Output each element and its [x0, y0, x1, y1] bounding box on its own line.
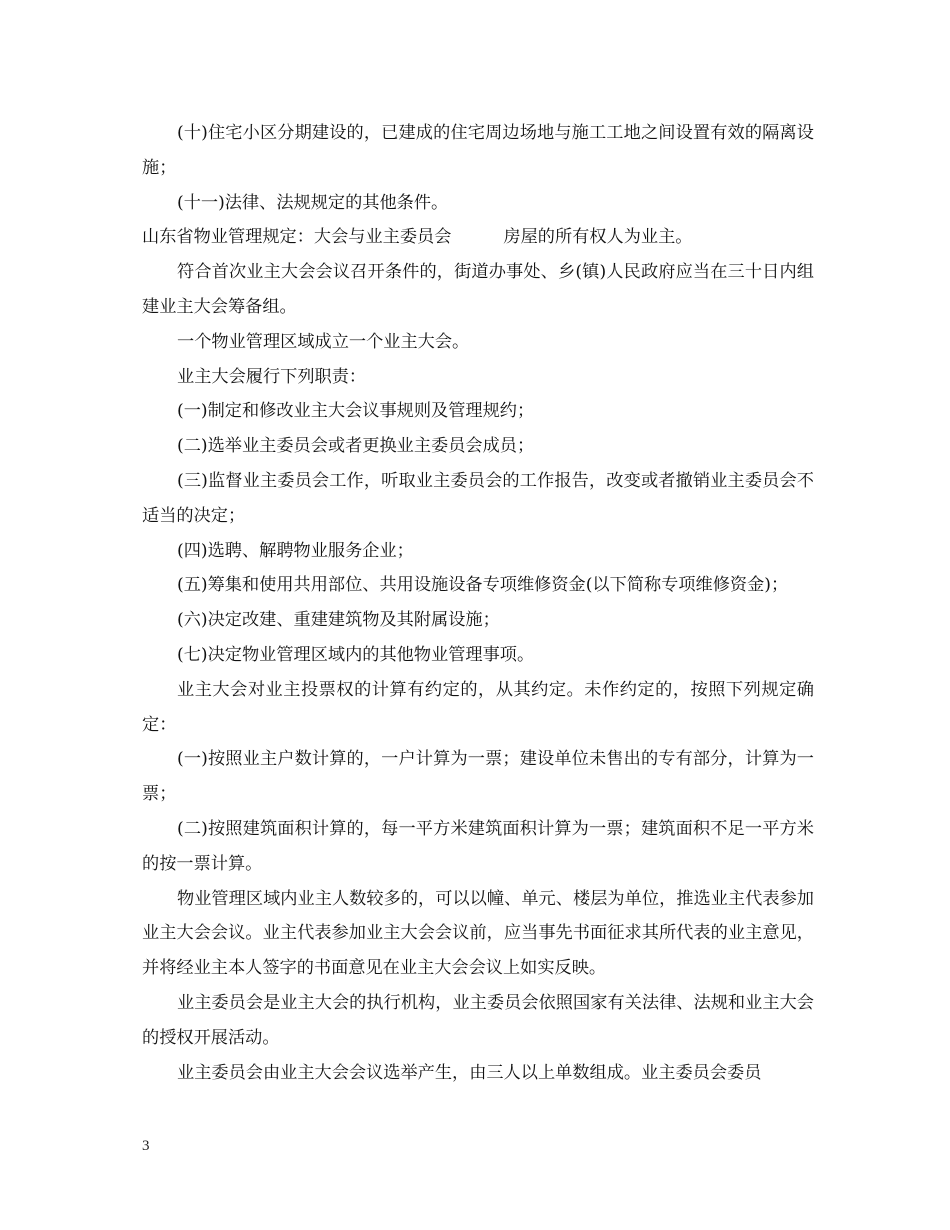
paragraph: (十一)法律、法规规定的其他条件。 [177, 192, 449, 213]
section-heading-line [142, 220, 814, 255]
list-item: (一)制定和修改业主大会议事规则及管理规约； [177, 401, 535, 422]
paragraph: 一个物业管理区域成立一个业主大会。 [177, 331, 470, 352]
paragraph: 业主委员会由业主大会会议选举产生，由三人以上单数组成。业主委员会委员 [177, 1062, 762, 1083]
list-item: (六)决定改建、重建建筑物及其附属设施； [177, 610, 500, 631]
document-body [142, 116, 814, 1090]
paragraph: 符合首次业主大会会议召开条件的，街道办事处、乡(镇)人民政府应当在三十日内组建业主大会筹备组。 [142, 262, 814, 317]
list-item: (二)选举业主委员会或者更换业主委员会成员； [177, 436, 535, 457]
list-item: (四)选聘、解聘物业服务企业； [177, 540, 414, 561]
paragraph: 业主委员会是业主大会的执行机构，业主委员会依照国家有关法律、法规和业主大会的授权开展活动。 [142, 992, 814, 1048]
list-item: (五)筹集和使用共用部位、共用设施设备专项维修资金(以下简称专项维修资金)； [177, 575, 789, 596]
list-item: (二)按照建筑面积计算的，每一平方米建筑面积计算为一票；建筑面积不足一平方米的按一票计算。 [142, 818, 814, 874]
list-item: (一)按照业主户数计算的，一户计算为一票；建设单位未售出的专有部分，计算为一票； [142, 749, 814, 805]
section-heading: 山东省物业管理规定：大会与业主委员会 [142, 227, 452, 248]
paragraph: 物业管理区域内业主人数较多的，可以以幢、单元、楼层为单位，推选业主代表参加业主大会会议。业主代表参加业主大会会议前，应当事先书面征求其所代表的业主意见，并将经业主本人签字的书面意见在业主大会会议上如实反映。 [142, 888, 814, 979]
paragraph: (十)住宅小区分期建设的，已建成的住宅周边场地与施工工地之间设置有效的隔离设施； [142, 123, 814, 178]
paragraph: 业主大会履行下列职责： [177, 366, 367, 387]
list-item: (三)监督业主委员会工作，听取业主委员会的工作报告，改变或者撤销业主委员会不适当的决定； [142, 470, 814, 526]
page-number: 3 [142, 1138, 150, 1154]
list-item: (七)决定物业管理区域内的其他物业管理事项。 [177, 644, 535, 665]
paragraph: 业主大会对业主投票权的计算有约定的，从其约定。未作约定的，按照下列规定确定： [142, 679, 814, 735]
heading-trailing-text: 房屋的所有权人为业主。 [503, 227, 693, 248]
